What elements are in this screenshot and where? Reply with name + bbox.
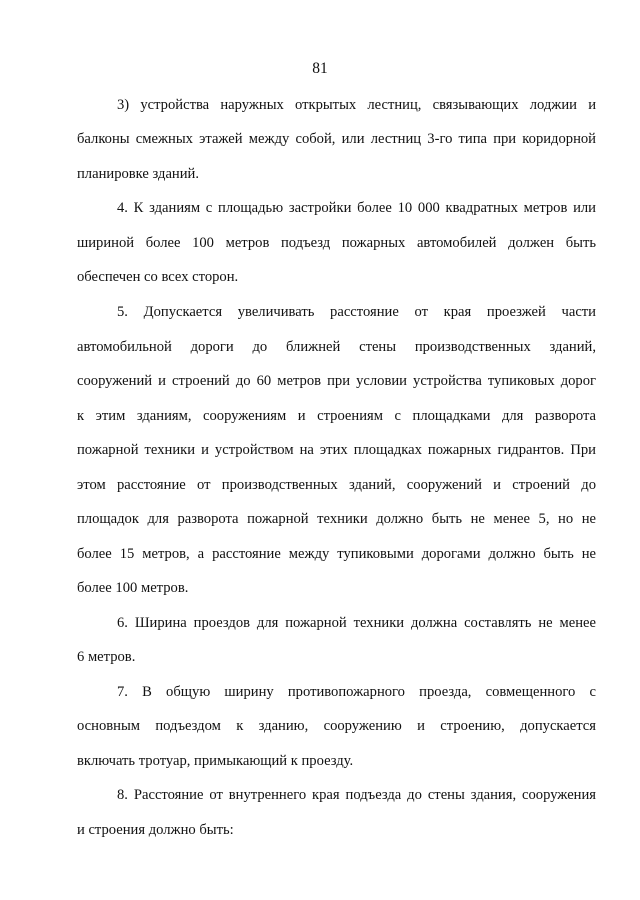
text-line: шириной более 100 метров подъезд пожарных автомобилей должен быть xyxy=(77,235,596,251)
page-number: 81 xyxy=(312,60,328,77)
text-line: 8. Расстояние от внутреннего края подъезда до стены здания, сооружения xyxy=(117,787,596,803)
text-line: к этим зданиям, сооружениям и строениям с площадками для разворота xyxy=(77,408,596,424)
text-line: автомобильной дороги до ближней стены производственных зданий, xyxy=(77,339,596,355)
text-line: более 15 метров, а расстояние между тупиковыми дорогами должно быть не xyxy=(77,546,596,562)
text-line: и строения должно быть: xyxy=(77,822,234,838)
text-line: площадок для разворота пожарной техники должно быть не менее 5, но не xyxy=(77,511,596,527)
text-line: 5. Допускается увеличивать расстояние от края проезжей части xyxy=(117,304,596,320)
text-line: 7. В общую ширину противопожарного проезда, совмещенного с xyxy=(117,684,596,700)
text-line: основным подъездом к зданию, сооружению и строению, допускается xyxy=(77,718,596,734)
text-line: этом расстояние от производственных зданий, сооружений и строений до xyxy=(77,477,596,493)
text-line: 6. Ширина проездов для пожарной техники должна составлять не менее xyxy=(117,615,596,631)
text-line: балконы смежных этажей между собой, или лестниц 3-го типа при коридорной xyxy=(77,131,596,147)
text-line: 6 метров. xyxy=(77,649,136,665)
text-line: включать тротуар, примыкающий к проезду. xyxy=(77,753,354,769)
text-line: планировке зданий. xyxy=(77,166,200,182)
text-line: 3) устройства наружных открытых лестниц, связывающих лоджии и xyxy=(117,97,596,113)
text-line: обеспечен со всех сторон. xyxy=(77,269,239,285)
text-line: сооружений и строений до 60 метров при условии устройства тупиковых дорог xyxy=(77,373,596,389)
text-line: более 100 метров. xyxy=(77,580,189,596)
text-line: 4. К зданиям с площадью застройки более 10 000 квадратных метров или xyxy=(117,200,596,216)
text-line: пожарной техники и устройством на этих площадках пожарных гидрантов. При xyxy=(77,442,596,458)
